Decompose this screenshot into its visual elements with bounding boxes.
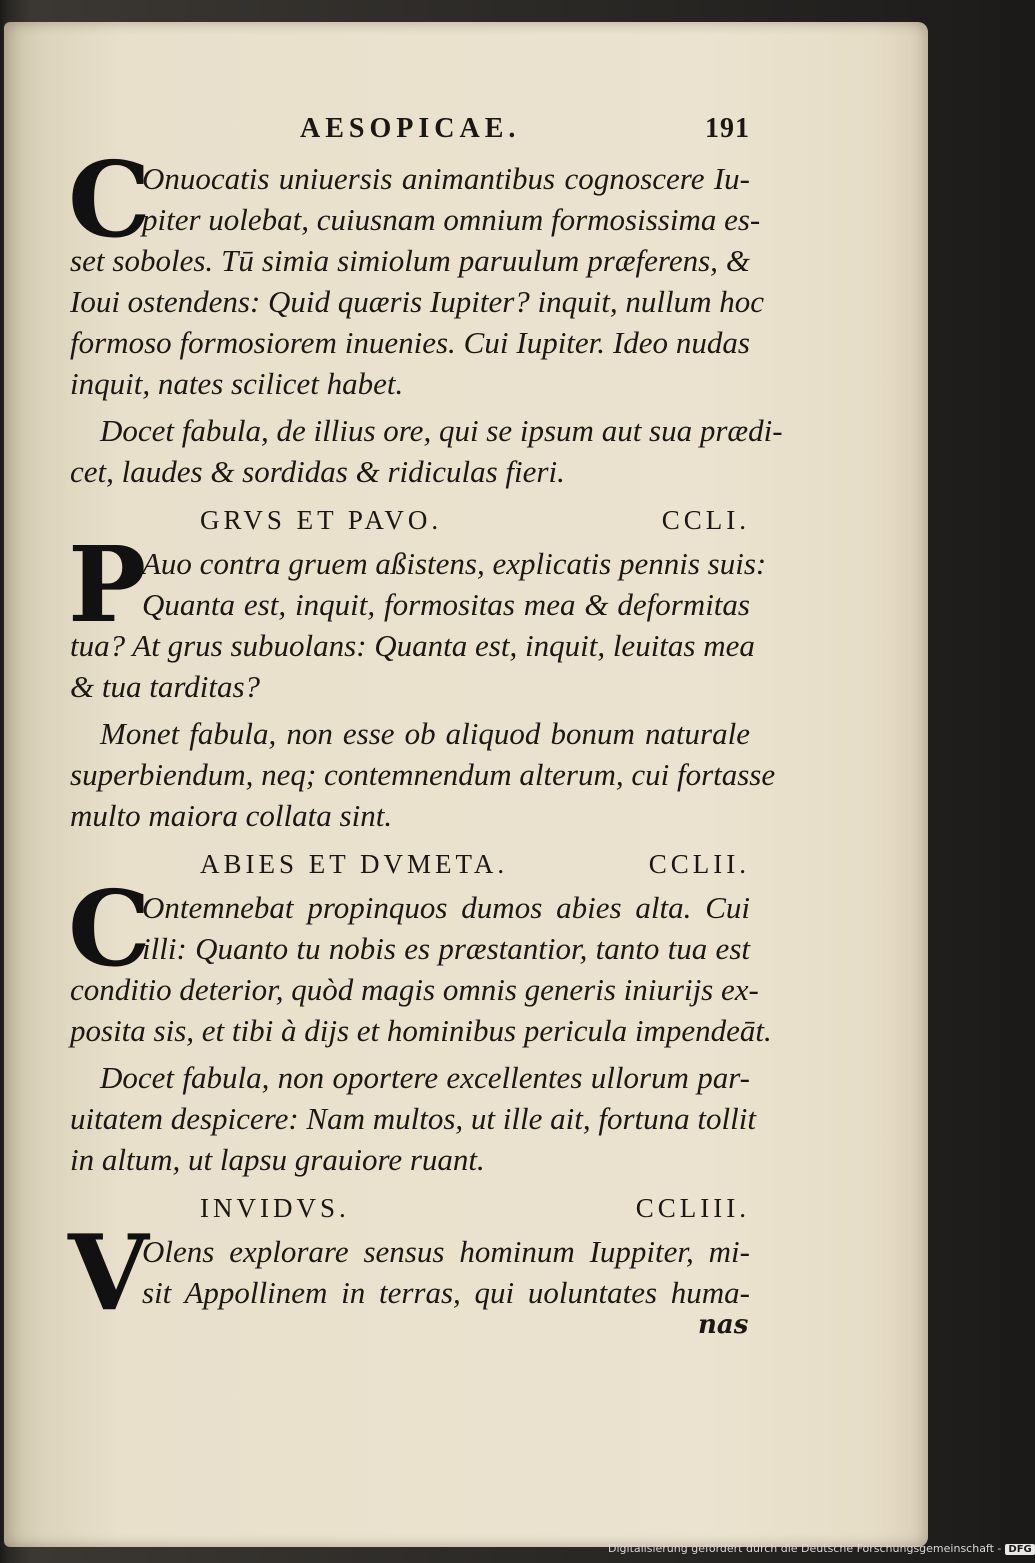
fable-title bbox=[70, 1188, 750, 1229]
fable-moral bbox=[70, 1057, 756, 1180]
text-line: posita sis, et tibi à dijs et hominibus pericula impendeāt. bbox=[70, 1013, 772, 1048]
fable-number: CCLII. bbox=[648, 849, 750, 879]
text-line: superbiendum, neq; contemnendum alterum, cui fortasse bbox=[70, 757, 776, 792]
drop-capital: P bbox=[68, 523, 147, 646]
text-line: formoso formosiorem inuenies. Cui Iupiter. Ideo nudas bbox=[70, 325, 750, 360]
credit-text: Digitalisierung gefördert durch die Deutsche Forschungsgemeinschaft - bbox=[608, 1542, 1002, 1555]
fable-moral bbox=[70, 713, 776, 836]
text-line: Ioui ostendens: Quid quæris Iupiter? inquit, nullum hoc bbox=[70, 284, 765, 319]
text-line: Quanta est, inquit, formositas mea & deformitas bbox=[142, 587, 750, 622]
fable-2 bbox=[68, 523, 776, 836]
book-page bbox=[4, 22, 928, 1547]
fable-body bbox=[70, 158, 765, 404]
fable-moral bbox=[70, 410, 783, 492]
fable-number: CCLI. bbox=[661, 505, 750, 535]
drop-capital: C bbox=[68, 867, 151, 990]
text-line: Olens explorare sensus hominum Iuppiter, mi- bbox=[142, 1234, 750, 1269]
dfg-logo: DFG bbox=[1005, 1544, 1034, 1555]
fable-title bbox=[70, 500, 750, 541]
fable-title-text: GRVS ET PAVO. bbox=[200, 505, 443, 535]
fable-title-text: ABIES ET DVMETA. bbox=[200, 849, 509, 879]
text-line: in altum, ut lapsu grauiore ruant. bbox=[70, 1142, 485, 1177]
fable-body bbox=[70, 543, 767, 707]
text-line: Ontemnebat propinquos dumos abies alta. Cui bbox=[142, 890, 750, 925]
page-number: 191 bbox=[705, 113, 750, 144]
drop-capital: C bbox=[68, 138, 151, 261]
text-line: uitatem despicere: Nam multos, ut ille ait, fortuna tollit bbox=[70, 1101, 756, 1136]
text-line: Monet fabula, non esse ob aliquod bonum naturale bbox=[100, 716, 750, 751]
text-line: illi: Quanto tu nobis es præstantior, tanto tua est bbox=[142, 931, 750, 966]
drop-capital: V bbox=[68, 1211, 149, 1334]
fable-number: CCLIII. bbox=[635, 1193, 750, 1223]
text-line: Onuocatis uniuersis animantibus cognoscere Iu- bbox=[142, 161, 750, 196]
text-line: tua? At grus subuolans: Quanta est, inquit, leuitas mea bbox=[70, 628, 755, 663]
text-line: cet, laudes & sordidas & ridiculas fieri. bbox=[70, 454, 565, 489]
text-line: piter uolebat, cuiusnam omnium formosissima es- bbox=[142, 202, 761, 237]
catchword: nas bbox=[698, 1310, 749, 1340]
text-line: Auo contra gruem aßistens, explicatis pennis suis: bbox=[142, 546, 767, 581]
text-line: Docet fabula, de illius ore, qui se ipsum aut sua prædi- bbox=[100, 413, 783, 448]
text-line: inquit, nates scilicet habet. bbox=[70, 366, 404, 401]
text-line: set soboles. Tū simia simiolum paruulum præferens, & bbox=[70, 243, 750, 278]
text-line: & tua tarditas? bbox=[70, 669, 261, 704]
text-line: sit Appollinem in terras, qui uoluntates huma- bbox=[142, 1275, 750, 1310]
fable-3 bbox=[68, 867, 772, 1180]
fable-body bbox=[70, 1231, 750, 1313]
digitization-credit bbox=[608, 1542, 1035, 1555]
fable-title-text: INVIDVS. bbox=[200, 1193, 350, 1223]
fable-body bbox=[70, 887, 772, 1051]
text-line: Docet fabula, non oportere excellentes ullorum par- bbox=[100, 1060, 750, 1095]
fable-title bbox=[70, 844, 750, 885]
text-line: conditio deterior, quòd magis omnis generis iniurijs ex- bbox=[70, 972, 759, 1007]
running-head: AESOPICAE. bbox=[300, 113, 521, 144]
fable-1 bbox=[68, 138, 783, 492]
page-header bbox=[70, 108, 750, 158]
text-line: multo maiora collata sint. bbox=[70, 798, 393, 833]
